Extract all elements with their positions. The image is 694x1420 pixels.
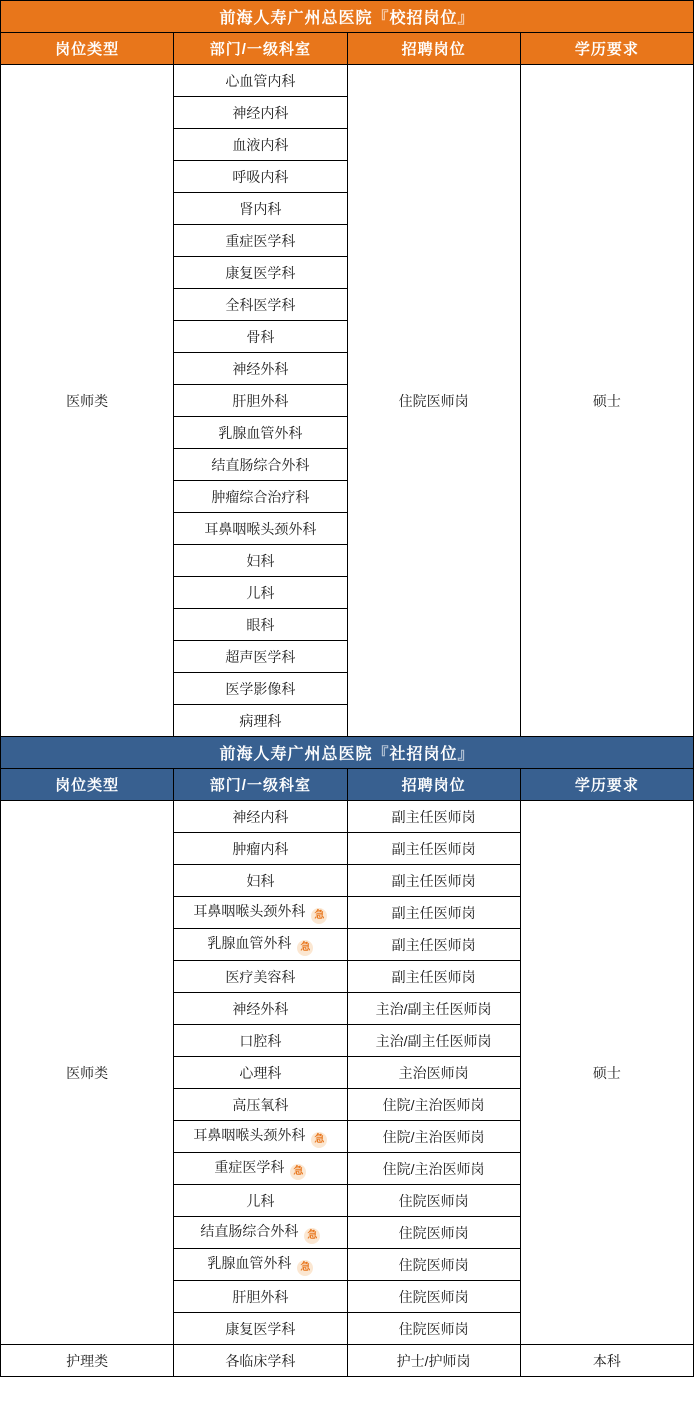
column-header-department: 部门/一级科室 <box>174 769 347 801</box>
social-title-row <box>1 737 694 769</box>
department-label: 康复医学科 <box>225 1320 296 1337</box>
department-label: 肾内科 <box>239 200 282 217</box>
department-label: 病理科 <box>239 712 282 729</box>
recruit-position-cell: 主治/副主任医师岗 <box>347 1025 520 1057</box>
department-label: 心血管内科 <box>225 72 296 89</box>
position-type-cell: 护理类 <box>1 1345 174 1377</box>
table-row <box>1 65 694 97</box>
department-label: 医疗美容科 <box>225 968 296 985</box>
campus-column-header-row <box>1 33 694 65</box>
department-cell <box>174 353 347 385</box>
department-cell <box>174 705 347 737</box>
column-header-recruit-position: 招聘岗位 <box>347 33 520 65</box>
department-label: 耳鼻咽喉头颈外科 <box>204 520 317 537</box>
campus-title-highlight: 校招岗位 <box>389 10 458 27</box>
department-cell <box>174 961 347 993</box>
department-cell <box>174 1185 347 1217</box>
recruit-position-cell: 副主任医师岗 <box>347 865 520 897</box>
campus-table-body <box>1 65 694 737</box>
department-cell <box>174 609 347 641</box>
department-cell <box>174 385 347 417</box>
department-cell <box>174 225 347 257</box>
department-label: 医学影像科 <box>225 680 296 697</box>
department-label: 神经外科 <box>232 1000 289 1017</box>
department-cell <box>174 801 347 833</box>
campus-title-row <box>1 1 694 33</box>
department-label: 超声医学科 <box>225 648 296 665</box>
department-cell <box>174 1345 347 1377</box>
department-cell <box>174 1217 347 1249</box>
department-cell <box>174 929 347 961</box>
department-label: 神经外科 <box>232 360 289 377</box>
column-header-education: 学历要求 <box>520 33 693 65</box>
recruit-position-cell: 护士/护师岗 <box>347 1345 520 1377</box>
department-cell <box>174 577 347 609</box>
social-title-highlight: 社招岗位 <box>389 746 458 763</box>
department-cell <box>174 897 347 929</box>
department-cell <box>174 97 347 129</box>
urgent-badge-icon: 急 <box>297 1260 313 1276</box>
recruit-position-cell: 主治/副主任医师岗 <box>347 993 520 1025</box>
department-label: 乳腺血管外科 <box>218 424 303 441</box>
table-row <box>1 801 694 833</box>
department-cell <box>174 641 347 673</box>
department-label: 重症医学科 <box>214 1159 285 1175</box>
recruit-position-cell: 副主任医师岗 <box>347 897 520 929</box>
department-cell <box>174 673 347 705</box>
recruit-position-cell: 住院医师岗 <box>347 1185 520 1217</box>
recruit-position-cell: 住院/主治医师岗 <box>347 1121 520 1153</box>
department-cell <box>174 417 347 449</box>
department-label: 血液内科 <box>232 136 289 153</box>
department-label: 骨科 <box>246 328 275 345</box>
department-label: 肿瘤内科 <box>232 840 289 857</box>
department-cell <box>174 1249 347 1281</box>
position-type-cell: 医师类 <box>1 65 174 737</box>
column-header-department: 部门/一级科室 <box>174 33 347 65</box>
urgent-badge-icon: 急 <box>311 908 327 924</box>
department-label: 儿科 <box>246 1192 275 1209</box>
department-label: 各临床学科 <box>225 1352 296 1369</box>
department-label: 乳腺血管外科 <box>207 1255 292 1271</box>
department-label: 结直肠综合外科 <box>211 456 310 473</box>
campus-section-title <box>1 1 694 33</box>
department-label: 眼科 <box>246 616 275 633</box>
department-cell <box>174 1025 347 1057</box>
recruit-position-cell: 副主任医师岗 <box>347 961 520 993</box>
department-cell <box>174 449 347 481</box>
education-cell: 硕士 <box>520 801 693 1345</box>
bracket-open-glyph: 『 <box>372 10 390 27</box>
department-cell <box>174 161 347 193</box>
bracket-open-glyph: 『 <box>372 746 390 763</box>
urgent-badge-icon: 急 <box>304 1228 320 1244</box>
department-cell <box>174 321 347 353</box>
recruit-position-cell: 住院医师岗 <box>347 1217 520 1249</box>
bracket-close-glyph: 』 <box>457 10 475 27</box>
department-cell <box>174 993 347 1025</box>
urgent-badge-icon: 急 <box>311 1132 327 1148</box>
department-cell <box>174 1057 347 1089</box>
education-cell: 本科 <box>520 1345 693 1377</box>
department-label: 重症医学科 <box>225 232 296 249</box>
department-label: 康复医学科 <box>225 264 296 281</box>
recruit-position-cell: 副主任医师岗 <box>347 801 520 833</box>
urgent-badge-icon: 急 <box>290 1164 306 1180</box>
recruit-position-cell: 住院医师岗 <box>347 1281 520 1313</box>
department-label: 神经内科 <box>232 104 289 121</box>
department-label: 呼吸内科 <box>232 168 289 185</box>
department-label: 乳腺血管外科 <box>207 935 292 951</box>
recruit-position-cell: 住院医师岗 <box>347 1249 520 1281</box>
bracket-close-glyph: 』 <box>457 746 475 763</box>
department-label: 结直肠综合外科 <box>200 1223 299 1239</box>
department-cell <box>174 481 347 513</box>
social-recruitment-section <box>0 736 694 1377</box>
social-column-header-row <box>1 769 694 801</box>
department-cell <box>174 257 347 289</box>
department-cell <box>174 1153 347 1185</box>
department-label: 肝胆外科 <box>232 1288 289 1305</box>
recruit-position-cell: 副主任医师岗 <box>347 833 520 865</box>
column-header-position-type: 岗位类型 <box>1 33 174 65</box>
column-header-recruit-position: 招聘岗位 <box>347 769 520 801</box>
department-label: 神经内科 <box>232 808 289 825</box>
department-cell <box>174 129 347 161</box>
department-cell <box>174 1121 347 1153</box>
department-cell <box>174 289 347 321</box>
campus-title-prefix: 前海人寿广州总医院 <box>219 10 373 27</box>
department-cell <box>174 1089 347 1121</box>
department-cell <box>174 865 347 897</box>
department-label: 口腔科 <box>239 1032 282 1049</box>
social-section-title <box>1 737 694 769</box>
department-label: 高压氧科 <box>232 1096 289 1113</box>
department-label: 儿科 <box>246 584 275 601</box>
column-header-position-type: 岗位类型 <box>1 769 174 801</box>
column-header-education: 学历要求 <box>520 769 693 801</box>
department-cell <box>174 833 347 865</box>
recruit-position-cell: 主治医师岗 <box>347 1057 520 1089</box>
department-cell <box>174 513 347 545</box>
department-cell <box>174 193 347 225</box>
recruit-position-cell: 副主任医师岗 <box>347 929 520 961</box>
table-row <box>1 1345 694 1377</box>
department-label: 肿瘤综合治疗科 <box>211 488 310 505</box>
department-cell <box>174 1313 347 1345</box>
department-label: 妇科 <box>246 872 275 889</box>
social-title-prefix: 前海人寿广州总医院 <box>219 746 373 763</box>
education-cell: 硕士 <box>520 65 693 737</box>
department-label: 全科医学科 <box>225 296 296 313</box>
recruit-position-cell: 住院/主治医师岗 <box>347 1153 520 1185</box>
department-cell <box>174 65 347 97</box>
department-label: 耳鼻咽喉头颈外科 <box>193 1127 306 1143</box>
department-label: 耳鼻咽喉头颈外科 <box>193 903 306 919</box>
department-label: 心理科 <box>239 1064 282 1081</box>
department-cell <box>174 1281 347 1313</box>
recruit-position-cell: 住院医师岗 <box>347 1313 520 1345</box>
social-table-body <box>1 801 694 1377</box>
department-label: 肝胆外科 <box>232 392 289 409</box>
recruit-position-cell: 住院/主治医师岗 <box>347 1089 520 1121</box>
department-cell <box>174 545 347 577</box>
department-label: 妇科 <box>246 552 275 569</box>
position-type-cell: 医师类 <box>1 801 174 1345</box>
urgent-badge-icon: 急 <box>297 940 313 956</box>
recruit-position-cell: 住院医师岗 <box>347 65 520 737</box>
